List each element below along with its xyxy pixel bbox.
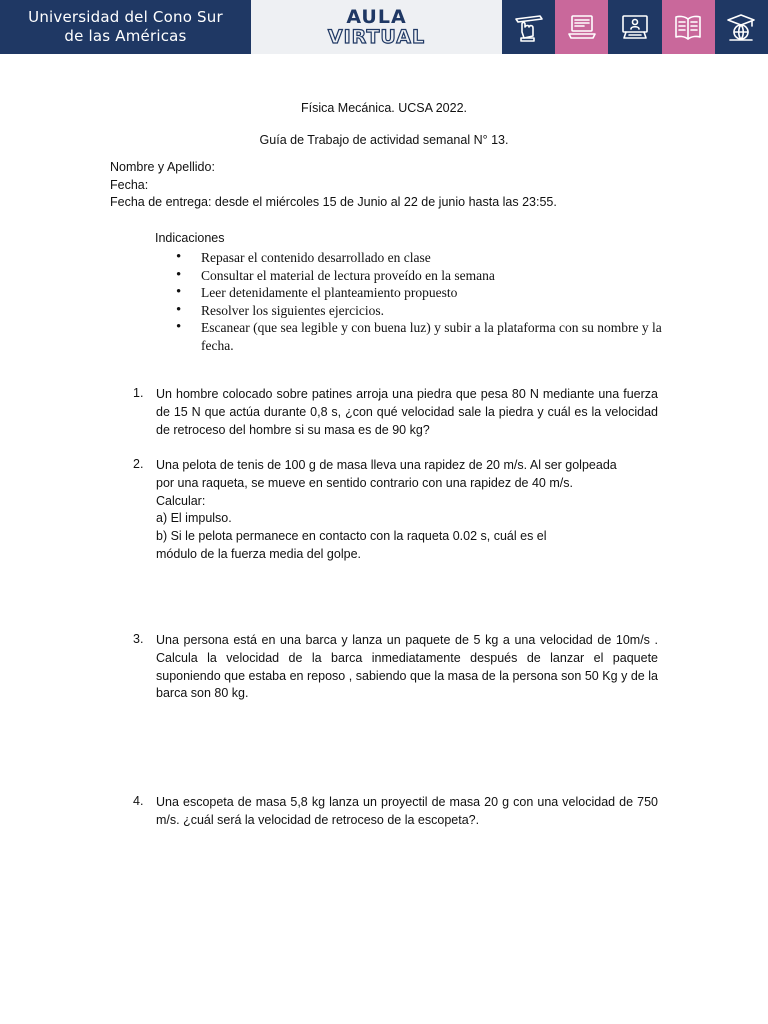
aula-logo-text: AULA xyxy=(346,5,407,28)
certificate-laptop-icon[interactable] xyxy=(555,0,608,54)
indications-title: Indicaciones xyxy=(155,231,225,245)
header-icon-bar xyxy=(502,0,768,54)
exercise-text xyxy=(156,457,658,564)
exercise-line: módulo de la fuerza media del golpe. xyxy=(156,546,361,561)
exercise-line: por una raqueta, se mueve en sentido contrario con una rapidez de 40 m/s. xyxy=(156,475,573,490)
online-class-icon[interactable] xyxy=(608,0,661,54)
exercise-line: a) El impulso. xyxy=(156,511,232,526)
indication-item: • Resolver los siguientes ejercicios. xyxy=(176,302,676,320)
name-label: Nombre y Apellido: xyxy=(110,160,215,174)
header-banner xyxy=(0,0,768,54)
indication-item: • Escanear (que sea legible y con buena luz) y subir a la plataforma con su nombre y la fecha. xyxy=(176,319,676,354)
document-subtitle: Guía de Trabajo de actividad semanal N° 13. xyxy=(259,133,509,147)
exercise-line: Calcular: xyxy=(156,493,206,508)
university-name-line1: Universidad del Cono Sur xyxy=(28,8,223,26)
exercise-text: Una escopeta de masa 5,8 kg lanza un proyectil de masa 20 g con una velocidad de 750 m/s. ¿cuál será la velocidad de retroceso de la escopeta?. xyxy=(156,795,658,827)
exercise-text: Un hombre colocado sobre patines arroja una piedra que pesa 80 N mediante una fuerza de 15 N que actúa durante 0,8 s, ¿con qué velocidad sale la piedra y cuál es la velocidad de retroceso del hombre si su masa es de 90 kg? xyxy=(156,387,658,437)
university-name-line2: de las Américas xyxy=(64,27,187,45)
virtual-logo-text: VIRTUAL xyxy=(327,25,426,48)
exercise-number: 2. xyxy=(133,457,144,471)
indication-item: • Consultar el material de lectura proveído en la semana xyxy=(176,267,676,285)
exercise-line: b) Si le pelota permanece en contacto con la raqueta 0.02 s, cuál es el xyxy=(156,529,547,544)
university-logo[interactable] xyxy=(0,0,251,54)
exercise-number: 4. xyxy=(133,794,144,808)
graduation-globe-icon[interactable] xyxy=(715,0,768,54)
open-book-icon[interactable] xyxy=(662,0,715,54)
exercise-number: 3. xyxy=(133,632,144,646)
exercise-text: Una persona está en una barca y lanza un paquete de 5 kg a una velocidad de 10m/s . Calcula la velocidad de la barca inmediatamente después de lanzar el paquete suponiendo que estaba en reposo , sabiendo que la masa de la persona son 50 Kg y de la barca son 80 kg. xyxy=(156,633,658,701)
hand-pencil-icon[interactable] xyxy=(502,0,555,54)
document-title: Física Mecánica. UCSA 2022. xyxy=(300,101,468,115)
indication-item: • Leer detenidamente el planteamiento propuesto xyxy=(176,284,676,302)
date-label: Fecha: xyxy=(110,178,149,192)
document-page xyxy=(0,54,768,1024)
exercise-number: 1. xyxy=(133,386,144,400)
delivery-date: Fecha de entrega: desde el miércoles 15 de Junio al 22 de junio hasta las 23:55. xyxy=(110,195,557,209)
indications-list xyxy=(176,249,676,355)
indication-item: • Repasar el contenido desarrollado en clase xyxy=(176,249,676,267)
exercise-line: Una pelota de tenis de 100 g de masa lleva una rapidez de 20 m/s. Al ser golpeada xyxy=(156,458,617,472)
aula-virtual-logo[interactable] xyxy=(251,0,502,54)
